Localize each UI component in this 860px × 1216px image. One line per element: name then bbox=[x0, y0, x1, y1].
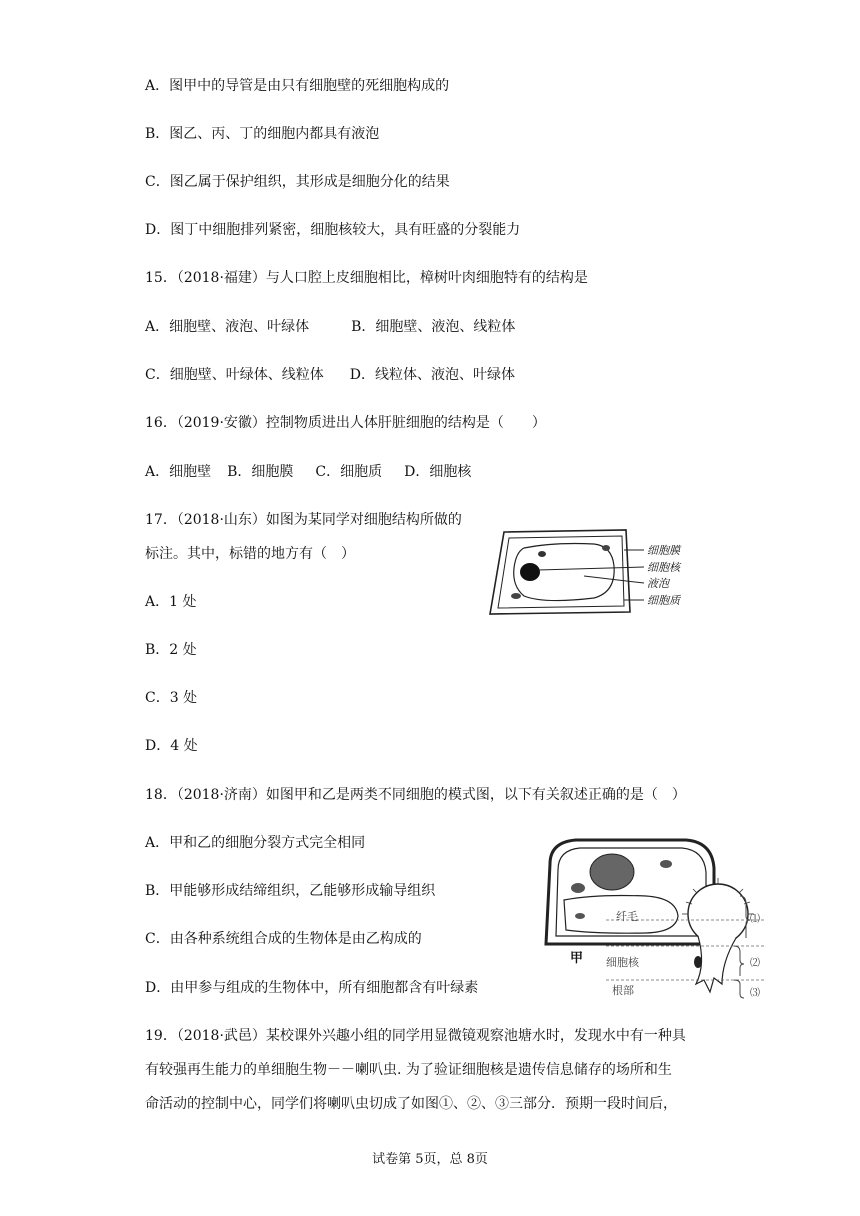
q14-option-b: B．图乙、丙、丁的细胞内都具有液泡 bbox=[145, 126, 380, 142]
q18-option-b: B．甲能够形成结缔组织，乙能够形成输导组织 bbox=[145, 883, 436, 899]
part-3-label: ⑶ bbox=[750, 988, 760, 999]
plant-cell-label-cytoplasm: 细胞质 bbox=[647, 594, 680, 607]
page-footer: 试卷第 5页，总 8页 bbox=[372, 1152, 488, 1167]
q15-option-c: C．细胞壁、叶绿体、线粒体 bbox=[145, 367, 324, 383]
q18-stem: 18．（2018·济南）如图甲和乙是两类不同细胞的模式图，以下有关叙述正确的是（ ） bbox=[145, 787, 686, 803]
q16-option-a: A．细胞壁 bbox=[145, 464, 212, 480]
q16-option-b: B．细胞膜 bbox=[227, 464, 294, 480]
q17-option-a: A．1 处 bbox=[145, 594, 197, 610]
part-1-label: ⑴ bbox=[750, 914, 760, 925]
q14-option-c: C．图乙属于保护组织，其形成是细胞分化的结果 bbox=[145, 174, 450, 190]
cell-comparison-figure bbox=[536, 834, 782, 1006]
plant-cell-label-membrane: 细胞膜 bbox=[647, 544, 680, 557]
q15-option-a: A．细胞壁、液泡、叶绿体 bbox=[145, 319, 310, 335]
plant-cell-label-vacuole: 液泡 bbox=[647, 577, 669, 590]
root-label: 根部 bbox=[612, 984, 634, 997]
q15-stem: 15．（2018·福建）与人口腔上皮细胞相比，樟树叶肉细胞特有的结构是 bbox=[145, 270, 588, 286]
q15-option-b: B．细胞壁、液泡、线粒体 bbox=[351, 319, 516, 335]
q17-option-c: C．3 处 bbox=[145, 690, 198, 706]
q19-line2: 有较强再生能力的单细胞生物－－喇叭虫. 为了验证细胞核是遗传信息储存的场所和生 bbox=[145, 1062, 672, 1078]
q15-options-row2 bbox=[145, 365, 515, 385]
q17-stem-line1: 17．（2018·山东）如图为某同学对细胞结构所做的 bbox=[145, 512, 462, 528]
plant-cell-label-nucleus: 细胞核 bbox=[647, 561, 680, 574]
q16-option-d: D．细胞核 bbox=[404, 464, 472, 480]
q17-option-b: B．2 处 bbox=[145, 642, 197, 658]
q16-options bbox=[145, 462, 471, 482]
cell-jia-label: 甲 bbox=[570, 951, 584, 966]
q14-option-d: D．图丁中细胞排列紧密，细胞核较大，具有旺盛的分裂能力 bbox=[145, 222, 521, 238]
q15-options-row1 bbox=[145, 317, 515, 337]
q18-option-c: C．由各种系统组合成的生物体是由乙构成的 bbox=[145, 931, 422, 947]
nucleus-label: 细胞核 bbox=[606, 956, 639, 969]
q16-stem: 16．（2019·安徽）控制物质进出人体肝脏细胞的结构是（ ） bbox=[145, 415, 546, 431]
q17-option-d: D．4 处 bbox=[145, 738, 198, 754]
plant-cell-figure bbox=[484, 526, 734, 618]
part-2-label: ⑵ bbox=[750, 958, 760, 969]
q18-option-a: A．甲和乙的细胞分裂方式完全相同 bbox=[145, 835, 366, 851]
q19-line3: 命活动的控制中心，同学们将喇叭虫切成了如图①、②、③三部分．预期一段时间后， bbox=[145, 1096, 677, 1112]
q14-option-a: A．图甲中的导管是由只有细胞壁的死细胞构成的 bbox=[145, 78, 450, 94]
q19-line1: 19．（2018·武邑）某校课外兴趣小组的同学用显微镜观察池塘水时，发现水中有一种具 bbox=[145, 1028, 686, 1044]
cilia-label: 纤毛 bbox=[616, 910, 638, 923]
q18-option-d: D．由甲参与组成的生物体中，所有细胞都含有叶绿素 bbox=[145, 980, 479, 996]
q16-option-c: C．细胞质 bbox=[315, 464, 383, 480]
q17-stem-line2: 标注。其中，标错的地方有（ ） bbox=[145, 546, 355, 562]
q15-option-d: D．线粒体、液泡、叶绿体 bbox=[349, 367, 515, 383]
